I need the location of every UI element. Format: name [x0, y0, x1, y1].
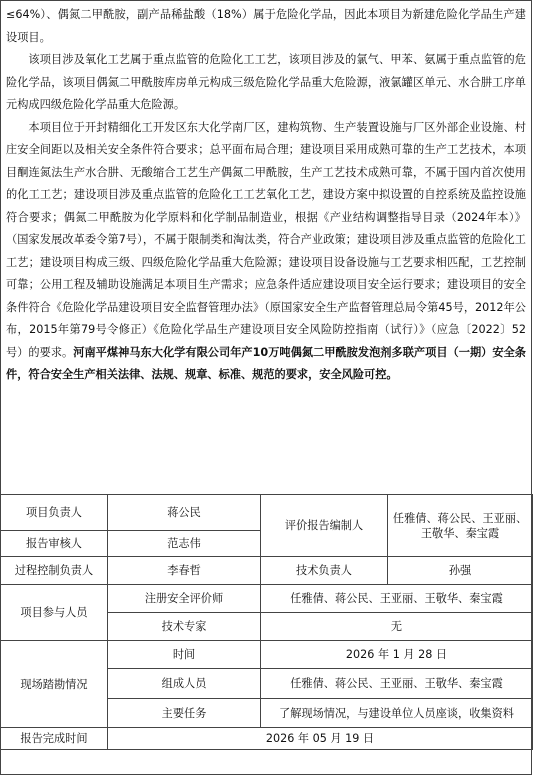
reviewer-value: 范志伟 — [108, 531, 261, 557]
table-row — [1, 585, 533, 613]
table-row — [1, 728, 533, 750]
project-lead-value: 蒋公民 — [108, 495, 261, 531]
task-value: 了解现场情况，与建设单位人员座谈，收集资料 — [261, 699, 533, 728]
time-value: 2026 年 1 月 28 日 — [261, 641, 533, 669]
participants-label: 项目参与人员 — [1, 585, 108, 641]
process-lead-value: 李春哲 — [108, 557, 261, 585]
conclusion-text: 河南平煤神马东大化学有限公司年产10万吨偶氮二甲酰胺发泡剂多联产项目（一期）安全条件，符合安全生产相关法律、法规、规章、标准、规范的要求，安全风险可控。 — [6, 345, 526, 381]
report-author-label: 评价报告编制人 — [261, 495, 388, 557]
paragraph-3-text: 本项目位于开封精细化工开发区东大化学南厂区，建构筑物、生产装置设施与厂区外部企业设施、村庄安全间距以及相关安全条件符合要求；总平面布局合理；建设项目采用成熟可靠的生产工艺技术，本项目酮连氮法生产水合肼、无酸缩合工艺生产偶氮二甲酰胺，生产工艺技术成熟可靠，不属于国内首次使用的化工工艺；建设项目涉及重点监管的危险化工工艺氧化工艺，建设方案中拟设置的自控系统及监控设施符合要求；偶氮二甲酰胺为化学原料和化学制品制造业，根据《产业结构调整指导目录（2024年本）》（国家发展改革委令第7号），不属于限制类和淘汰类，符合产业政策；建设项目涉及重点监管的危险化工工艺；建设项目构成三级、四级危险化学品重大危险源；建设项目设备设施与工艺要求相匹配，工艺控制可靠；公用工程及辅助设施满足本项目生产需求；应急条件适应建设项目安全运行要求；建设项目的安全条件符合《危险化学品建设项目安全监督管理办法》（原国家安全生产监督管理总局令第45号，2012年公布，2015年第79号令修正）《危险化学品生产建设项目安全风险防控指南（试行）》（应急〔2022〕52号）的要求。 — [6, 120, 526, 359]
registered-label: 注册安全评价师 — [108, 585, 261, 613]
table-row — [1, 495, 533, 531]
process-lead-label: 过程控制负责人 — [1, 557, 108, 585]
registered-value: 任雅倩、蒋公民、王亚丽、王敬华、秦宝霞 — [261, 585, 533, 613]
expert-label: 技术专家 — [108, 613, 261, 641]
tech-lead-label: 技术负责人 — [261, 557, 388, 585]
info-table — [0, 494, 533, 750]
paragraph-3 — [6, 117, 526, 387]
task-label: 主要任务 — [108, 699, 261, 728]
time-label: 时间 — [108, 641, 261, 669]
reviewer-label: 报告审核人 — [1, 531, 108, 557]
paragraph-1: ≤64%）、偶氮二甲酰胺，副产品稀盐酸（18%）属于危险化学品，因此本项目为新建危险化学品生产建设项目。 — [6, 8, 526, 44]
tech-lead-value: 孙强 — [388, 557, 533, 585]
report-author-line2: 王敬华、秦宝霞 — [420, 526, 500, 540]
report-author-line1: 任雅倩、蒋公民、王亚丽、 — [392, 511, 528, 525]
body-text — [6, 4, 526, 387]
survey-label: 现场踏勘情况 — [1, 641, 108, 728]
expert-value: 无 — [261, 613, 533, 641]
members-label: 组成人员 — [108, 669, 261, 699]
members-value: 任雅倩、蒋公民、王亚丽、王敬华、秦宝霞 — [261, 669, 533, 699]
completion-value: 2026 年 05 月 19 日 — [108, 728, 533, 750]
paragraph-2: 该项目涉及氧化工艺属于重点监管的危险化工工艺，该项目涉及的氯气、甲苯、氨属于重点监管的危险化学品，该项目偶氮二甲酰胺库房单元构成三级危险化学品重大危险源，液氯罐区单元、水合肼工序单元构成四级危险化学品重大危险源。 — [6, 53, 526, 111]
table-row — [1, 641, 533, 669]
report-author-value — [388, 495, 533, 557]
table-row — [1, 557, 533, 585]
project-lead-label: 项目负责人 — [1, 495, 108, 531]
completion-label: 报告完成时间 — [1, 728, 108, 750]
